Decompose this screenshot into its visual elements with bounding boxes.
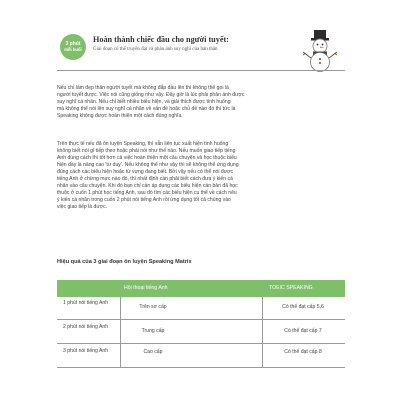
table-cell: Có thể đạt cấp 8 bbox=[284, 349, 322, 355]
paragraph-line: suy nghĩ cá nhân. Nếu chỉ biết nhiều biểu hiện, và giải thích được tình huống bbox=[57, 99, 231, 106]
paragraph-line: hiện đầy là nâng cao 'tư duy'. Nếu không thể như vậy thì sẽ không thể ứng dụng bbox=[57, 162, 239, 169]
paragraph-line: người tuyết được. Việc nói cũng giống như vậy. Đây giờ là lúc phải phản ánh được bbox=[57, 92, 245, 99]
table-header-cell: Hội thoại tiếng Anh bbox=[124, 285, 168, 291]
paragraph-line: đúng cách các biểu hiện hoặc từ vựng đang biết. Bởi vậy nếu có thể nói được bbox=[57, 169, 234, 176]
intro-paragraph bbox=[57, 85, 343, 120]
paragraph-line: nhân vào câu chuyện. Khi đó bạn chỉ cần áp dụng các biểu hiện cần bản đã học bbox=[57, 183, 238, 190]
table-cell: 3 phút nói tiếng Anh bbox=[63, 348, 109, 354]
paragraph-line: Trên thực tế nếu đã ôn luyện Speaking, thì vẫn liên tục xuất hiện tình huống bbox=[57, 141, 229, 147]
table-row bbox=[57, 344, 345, 368]
column-divider bbox=[120, 297, 121, 319]
time-badge bbox=[60, 34, 86, 60]
page-title: Hoàn thành chiếc đầu cho người tuyết: bbox=[93, 35, 229, 44]
paragraph-line: ý kiến cá nhân trong cuốn 2 phút nói tiếng Anh rồi ứng dụng tốt cả chúng vào bbox=[57, 197, 231, 204]
table-cell: Có thể đạt cấp 7 bbox=[284, 328, 322, 334]
table-row bbox=[57, 297, 345, 320]
table-cell: Có thể đạt cấp 5,6 bbox=[282, 304, 324, 310]
paragraph-line: Speaking không được hoàn thiện một cách đúng nghĩa. bbox=[57, 113, 183, 120]
header-divider bbox=[57, 70, 345, 71]
table-cell: Trung cấp bbox=[141, 328, 165, 334]
column-divider bbox=[262, 297, 263, 319]
badge-line2: mỗi buổi bbox=[64, 47, 82, 52]
body-paragraph bbox=[57, 141, 343, 211]
effects-table bbox=[57, 280, 345, 368]
paragraph-line: mà không thể nói lên suy nghĩ cá nhân về vấn đề hoặc chủ đề nào đó thì tức là bbox=[57, 106, 236, 113]
column-divider bbox=[120, 344, 121, 367]
column-divider bbox=[262, 344, 263, 367]
table-header-cell: TOEIC SPEAKING bbox=[269, 285, 313, 291]
table-cell: Cao cấp bbox=[143, 349, 163, 355]
section-header bbox=[57, 28, 347, 70]
snowman-icon bbox=[295, 28, 345, 72]
badge-line1: 3 phút bbox=[65, 41, 81, 47]
table-header bbox=[57, 280, 345, 297]
paragraph-line: thuộc ở cuốn 1 phút học tiếng Anh, sau đó tìm các biểu hiện cụ thể về cách nêu bbox=[57, 190, 237, 197]
paragraph-line: tiếng Anh ở chừng mực nào đó, thì nhất định cần phải biết cách đưa ý kiến cá bbox=[57, 176, 233, 183]
paragraph-line: việc giao tiếp là được. bbox=[57, 204, 108, 211]
table-cell: 2 phút nói tiếng Anh bbox=[63, 324, 109, 330]
page-subtitle: Giai đoạn có thể truyền đạt và phản ánh suy nghĩ của bản thân bbox=[93, 47, 218, 52]
paragraph-line: Nếu chỉ làm đẹp thân người tuyết mà không đắp đầu lên thì không thể gọi là bbox=[57, 85, 229, 91]
column-divider bbox=[262, 320, 263, 343]
column-divider bbox=[120, 320, 121, 343]
table-cell: 1 phút nói tiếng Anh bbox=[63, 300, 109, 306]
table-cell: Trên sơ cấp bbox=[139, 304, 167, 310]
table-title: Hiệu quả của 3 giai đoạn ôn luyện Speaking Matrix bbox=[57, 259, 192, 265]
table-row bbox=[57, 320, 345, 344]
paragraph-line: Anh dùng cách thì tốt hơn cả việc hoàn thiện một câu chuyện và học thuộc biểu bbox=[57, 155, 237, 162]
paragraph-line: không biết nói gì tiếp theo hoặc phải nói như thế nào. Nếu muốn giao tiếp tiếng bbox=[57, 148, 236, 155]
